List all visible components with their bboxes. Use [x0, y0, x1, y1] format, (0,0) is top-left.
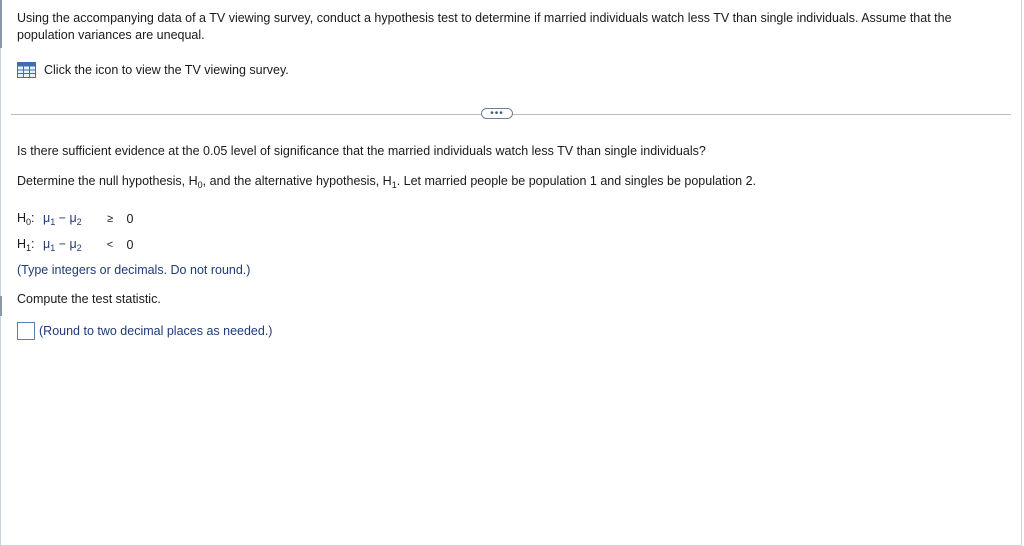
question-intro: Using the accompanying data of a TV viewing survey, conduct a hypothesis test to determine if married individuals watch less TV than single individuals. Assume that the population variances are unequal.	[17, 11, 952, 42]
hypothesis-instruction: Determine the null hypothesis, $H_0$, and the alternative hypothesis, $H_1$. Let married people be population 1 and singles be population 2.	[17, 174, 756, 190]
null-hypothesis-value[interactable]: 0	[126, 212, 134, 226]
null-hypothesis-row	[17, 211, 137, 227]
data-link-label[interactable]: Click the icon to view the TV viewing survey.	[44, 63, 289, 77]
data-link[interactable]	[17, 62, 289, 78]
alternative-hypothesis-label: $H_1$:	[17, 237, 35, 253]
null-hypothesis-label: $H_0$:	[17, 211, 35, 227]
null-hypothesis-parameter: $\mu_1 - \mu_2$	[43, 211, 82, 227]
test-statistic-input[interactable]	[17, 322, 35, 340]
significance-question: Is there sufficient evidence at the 0.05 level of significance that the married individuals watch less TV than single individuals?	[17, 144, 706, 158]
hypothesis-hint: (Type integers or decimals. Do not round.)	[17, 263, 251, 277]
left-accent-bar	[0, 0, 2, 48]
alternative-hypothesis-row	[17, 237, 137, 253]
test-statistic-prompt: Compute the test statistic.	[17, 292, 161, 306]
alternative-hypothesis-operator[interactable]: <	[106, 239, 114, 251]
alternative-hypothesis-parameter: $\mu_1 - \mu_2$	[43, 237, 82, 253]
expand-button[interactable]: •••	[481, 108, 513, 119]
test-statistic-row	[17, 322, 272, 340]
alternative-hypothesis-value[interactable]: 0	[126, 238, 134, 252]
data-table-icon[interactable]	[17, 62, 36, 78]
test-statistic-hint: (Round to two decimal places as needed.)	[39, 324, 273, 338]
left-accent-bar	[0, 296, 2, 316]
null-hypothesis-operator[interactable]: ≥	[106, 213, 114, 225]
